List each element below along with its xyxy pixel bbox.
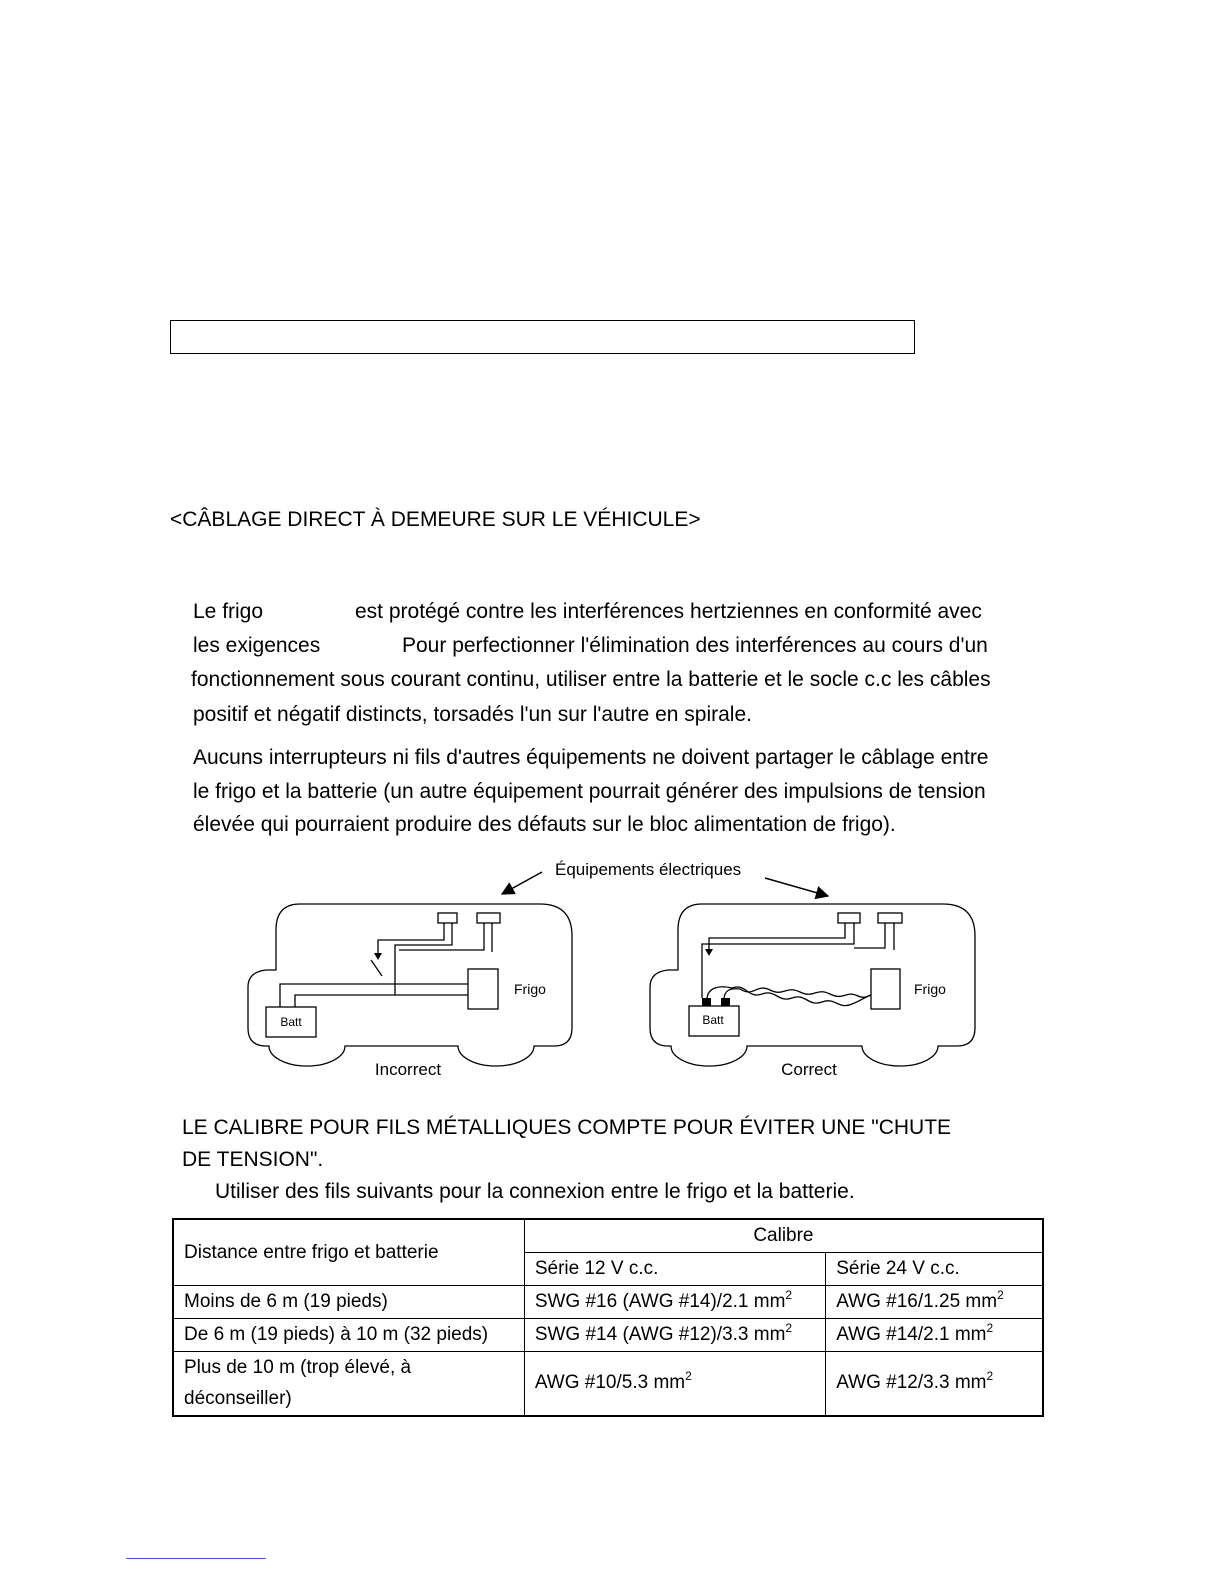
distance-header: Distance entre frigo et batterie	[173, 1219, 524, 1286]
para2-line2: le frigo et la batterie (un autre équipement pourrait générer des impulsions de tension	[193, 780, 986, 803]
wire-gauge-intro: Utiliser des fils suivants pour la connexion entre le frigo et la batterie.	[215, 1180, 855, 1203]
row-v12: SWG #16 (AWG #14)/2.1 $mm^2$	[524, 1286, 825, 1319]
para1-line3: fonctionnement sous courant continu, utiliser entre la batterie et le socle c.c les câbles	[191, 668, 991, 691]
right-frigo-label: Frigo	[914, 981, 946, 997]
para1-line4: positif et négatif distincts, torsadés l'un sur l'autre en spirale.	[193, 703, 752, 726]
table-row	[173, 1352, 1043, 1416]
right-caption: Correct	[781, 1060, 837, 1079]
table-header-row	[173, 1219, 1043, 1253]
series12-header: Série 12 V c.c.	[524, 1253, 825, 1286]
row-distance: Moins de 6 m (19 pieds)	[173, 1286, 524, 1319]
para2-line1: Aucuns interrupteurs ni fils d'autres équipements ne doivent partager le câblage entre	[193, 746, 989, 769]
right-wire-arrow	[705, 949, 713, 956]
wire-gauge-heading-2: DE TENSION".	[182, 1148, 324, 1171]
left-caption: Incorrect	[374, 1060, 442, 1079]
left-frigo-label: Frigo	[514, 981, 546, 997]
row-distance: De 6 m (19 pieds) à 10 m (32 pieds)	[173, 1319, 524, 1352]
row-v12: SWG #14 (AWG #12)/3.3 $mm^2$	[524, 1319, 825, 1352]
table-row	[173, 1286, 1043, 1319]
arrow-right	[765, 878, 828, 896]
wire-gauge-table	[172, 1218, 1044, 1417]
section-heading: <CÂBLAGE DIRECT À DEMEURE SUR LE VÉHICULE>	[170, 508, 701, 531]
table-row	[173, 1319, 1043, 1352]
row-distance: Plus de 10 m (trop élevé, à déconseiller)	[173, 1352, 524, 1416]
row-v24: AWG #16/1.25 $mm^2$	[826, 1286, 1043, 1319]
row-v24: AWG #12/3.3 $mm^2$	[826, 1352, 1043, 1416]
footer-rule	[126, 1558, 266, 1559]
wiring-diagram	[240, 852, 990, 1092]
para2-line3: élevée qui pourraient produire des défauts sur le bloc alimentation de frigo).	[193, 813, 896, 836]
right-batt-label: Batt	[702, 1013, 724, 1027]
battery-terminal-pos	[721, 998, 730, 1006]
para1-line2b: Pour perfectionner l'élimination des interférences au cours d'un	[402, 634, 988, 657]
para1-line2a: les exigences	[193, 634, 321, 657]
equipment-label: Équipements électriques	[555, 860, 742, 879]
calibre-header: Calibre	[524, 1219, 1043, 1253]
para1-line1b: est protégé contre les interférences hertziennes en conformité avec	[355, 600, 982, 623]
series24-header: Série 24 V c.c.	[826, 1253, 1043, 1286]
left-wire-arrow	[374, 953, 382, 960]
left-batt-label: Batt	[280, 1015, 302, 1029]
wire-gauge-heading-1: LE CALIBRE POUR FILS MÉTALLIQUES COMPTE POUR ÉVITER UNE "CHUTE	[182, 1116, 952, 1139]
para1-line1a: Le frigo	[193, 600, 264, 623]
empty-frame	[170, 320, 915, 354]
row-v24: AWG #14/2.1 $mm^2$	[826, 1319, 1043, 1352]
arrow-left	[502, 872, 542, 894]
battery-terminal-neg	[702, 998, 711, 1006]
row-v12: AWG #10/5.3 $mm^2$	[524, 1352, 825, 1416]
